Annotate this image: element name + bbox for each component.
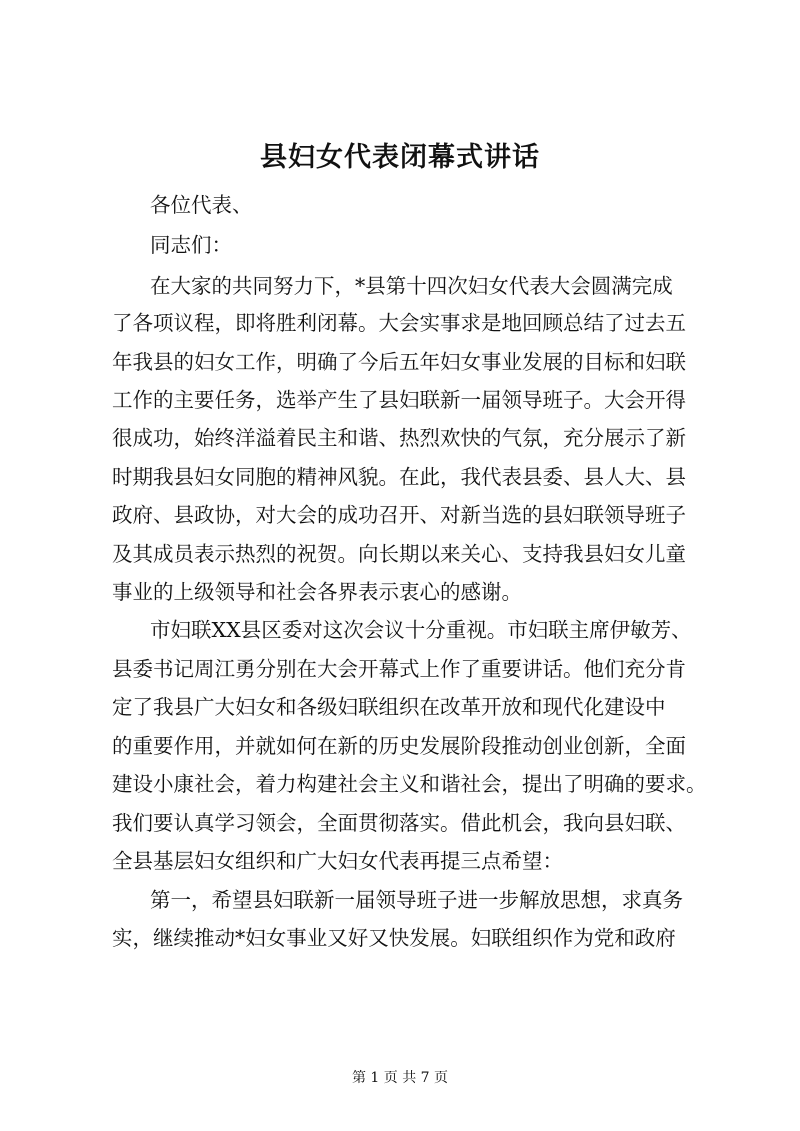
paragraph-line: 第一，希望县妇联新一届领导班子进一步解放思想，求真务: [150, 888, 683, 912]
paragraph-line: 在大家的共同努力下，*县第十四次妇女代表大会圆满完成: [150, 274, 673, 298]
paragraph-line: 的重要作用，并就如何在新的历史发展阶段推动创业创新，全面: [112, 734, 686, 758]
paragraph-line: 工作的主要任务，选举产生了县妇联新一届领导班子。大会开得: [112, 388, 686, 412]
paragraph-line: 定了我县广大妇女和各级妇联组织在改革开放和现代化建设中: [112, 695, 666, 719]
page-footer: 第 1 页 共 7 页: [351, 1070, 449, 1086]
document-title: 县妇女代表闭幕式讲话: [260, 142, 540, 173]
salutation-line: 同志们：: [150, 233, 232, 257]
paragraph-line: 全县基层妇女组织和广大妇女代表再提三点希望：: [112, 849, 563, 873]
paragraph-line: 政府、县政协，对大会的成功召开、对新当选的县妇联领导班子: [112, 503, 686, 527]
salutation-line: 各位代表、: [150, 193, 253, 217]
paragraph-line: 时期我县妇女同胞的精神风貌。在此，我代表县委、县人大、县: [112, 465, 686, 489]
paragraph-line: 县委书记周江勇分别在大会开幕式上作了重要讲话。他们充分肯: [112, 657, 686, 681]
paragraph-line: 我们要认真学习领会，全面贯彻落实。借此机会，我向县妇联、: [112, 811, 686, 835]
paragraph-line: 市妇联XX县区委对这次会议十分重视。市妇联主席伊敏芳、: [150, 618, 692, 642]
paragraph-line: 建设小康社会，着力构建社会主义和谐社会，提出了明确的要求。: [112, 772, 707, 796]
paragraph-line: 及其成员表示热烈的祝贺。向长期以来关心、支持我县妇女儿童: [112, 542, 686, 566]
paragraph-line: 很成功，始终洋溢着民主和谐、热烈欢快的气氛，充分展示了新: [112, 426, 686, 450]
paragraph-line: 了各项议程，即将胜利闭幕。大会实事求是地回顾总结了过去五: [112, 311, 686, 335]
paragraph-line: 实，继续推动*妇女事业又好又快发展。妇联组织作为党和政府: [112, 926, 676, 950]
paragraph-line: 年我县的妇女工作，明确了今后五年妇女事业发展的目标和妇联: [112, 350, 686, 374]
paragraph-line: 事业的上级领导和社会各界表示衷心的感谢。: [112, 580, 522, 604]
